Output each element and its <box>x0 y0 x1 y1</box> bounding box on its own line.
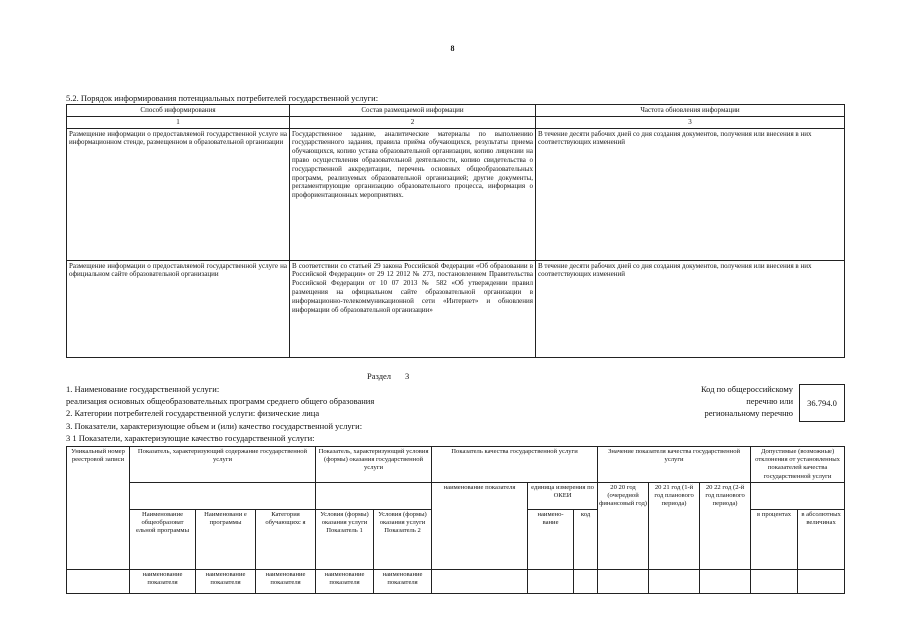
registry-code-box <box>799 384 845 422</box>
frequency-cell: В течение десяти рабочих дней со дня создания документов, получения или внесения в них соответствующих изменений <box>536 128 845 260</box>
header-year-1: 20 20 год (очередной финансовый год) <box>598 482 649 569</box>
registry-code: 36.794.0 <box>807 398 837 408</box>
section-number: 3 <box>405 371 410 381</box>
cell <box>432 569 528 593</box>
row-indicator-name: наименование показателя <box>196 569 256 593</box>
table-header-row <box>67 447 845 483</box>
row-indicator-name: наименование показателя <box>130 569 196 593</box>
indicators-heading: 3. Показатели, характеризующие объем и (или) качество государственной услуги: <box>66 421 363 431</box>
frequency-cell: В течение десяти рабочих дней со дня создания документов, получения или внесения в них соответствующих изменений <box>536 260 845 357</box>
consumer-categories: 2. Категории потребителей государственной услуги: физические лица <box>66 408 320 418</box>
page-number: 8 <box>450 44 455 53</box>
service-name-label: 1. Наименование государственной услуги: <box>66 384 220 394</box>
column-number: 2 <box>290 116 536 128</box>
service-name-value: реализация основных общеобразовательных программ среднего общего образования <box>66 396 375 406</box>
method-cell: Размещение информации о предоставляемой государственной услуге на информационном стенде, размещенном в образовательной организации <box>67 128 290 260</box>
code-label-line-2: перечню или <box>746 396 793 406</box>
cell <box>528 569 574 593</box>
section-label: Раздел <box>367 371 392 381</box>
header-content-indicator: Показатель, характеризующий содержание государственной услуги <box>130 447 316 483</box>
cell <box>574 569 598 593</box>
cell <box>798 569 845 593</box>
header-conditions-indicator: Показатель, характеризующий условия (формы) оказания государственной услуги <box>316 447 432 483</box>
header-quality-indicator: Показатель качества государственной услуги <box>432 447 598 483</box>
informing-table <box>66 104 845 358</box>
header-blank <box>67 509 130 569</box>
method-cell: Размещение информации о предоставляемой государственной услуге на официальном сайте образовательной организации <box>67 260 290 357</box>
header-blank <box>130 482 316 509</box>
row-indicator-name: наименование показателя <box>256 569 316 593</box>
subheader-program-name: Наименовани е программы <box>196 509 256 569</box>
cell <box>649 569 700 593</box>
table-header-row <box>67 105 845 117</box>
table-row <box>67 569 845 593</box>
header-indicator-values: Значение показателя качества государственной услуги <box>598 447 751 483</box>
cell <box>67 569 130 593</box>
content-cell: В соответствии со статьей 29 закона Российской Федерации «Об образовании в Российской Федерации» от 29 12 2012 № 273, постановлением Правительства Российской Федерации от 10 07 2013 № 582 «Об утверждении правил размещения на официальном сайте образовательной организации в информационно-телекоммуникационной сети «Интернет» и обновления информации об образовательной организации» <box>290 260 536 357</box>
cell <box>700 569 751 593</box>
column-header: Частота обновления информации <box>536 105 845 117</box>
header-blank <box>316 482 432 509</box>
column-number: 3 <box>536 116 845 128</box>
header-deviations: Допустимые (возможные) отклонения от установленных показателей качества государственной услуги <box>751 447 845 483</box>
subheader-unit-name: наимено- вание <box>528 509 574 569</box>
quality-indicators-heading: 3 1 Показатели, характеризующие качество государственной услуги: <box>66 433 315 443</box>
section-5-2-title: 5.2. Порядок информирования потенциальных потребителей государственной услуги: <box>66 93 379 103</box>
column-header: Способ информирования <box>67 105 290 117</box>
subheader-percent: в процентах <box>751 509 798 569</box>
quality-indicators-table <box>66 446 845 594</box>
subheader-condition-2: Условия (формы) оказания услуги Показатель 2 <box>374 509 432 569</box>
header-unique-number: Уникальный номер реестровой записи <box>67 447 130 510</box>
row-indicator-name: наименование показателя <box>316 569 374 593</box>
table-header-row <box>67 482 845 509</box>
header-year-2: 20 21 год (1-й год планового периода) <box>649 482 700 569</box>
subheader-unit-code: код <box>574 509 598 569</box>
table-row <box>67 128 845 260</box>
section-heading <box>367 371 409 381</box>
table-row <box>67 260 845 357</box>
header-unit: единица измерения по ОКЕИ <box>528 482 598 509</box>
column-number: 1 <box>67 116 290 128</box>
column-number-row <box>67 116 845 128</box>
subheader-condition-1: Условия (формы) оказания услуги Показатель 1 <box>316 509 374 569</box>
column-header: Состав размещаемой информации <box>290 105 536 117</box>
code-label-line-1: Код по общероссийскому <box>700 384 793 394</box>
row-indicator-name: наименование показателя <box>374 569 432 593</box>
header-year-3: 20 22 год (2-й год планового периода) <box>700 482 751 569</box>
subheader-program: Наименование общеобразоват ельной программы <box>130 509 196 569</box>
subheader-student-category: Категория обучающихс я <box>256 509 316 569</box>
content-cell: Государственное задание, аналитические материалы по выполнению государственного задания, правила приёма обучающихся, результаты приема обучающихся, копию устава образовательной организации, копию лицензии на право осуществления образовательной деятельности, копию свидетельства о государственной аккредитации, перечень основных общеобразовательных программ, реализуемых образовательной организацией; другие документы, регламентирующие организацию образовательного процесса, информация о профориентационных мероприятиях. <box>290 128 536 260</box>
header-indicator-name: наименование показателя <box>432 482 528 569</box>
code-label-line-3: региональному перечню <box>704 408 793 418</box>
cell <box>751 569 798 593</box>
header-blank <box>751 482 845 509</box>
cell <box>598 569 649 593</box>
subheader-absolute: в абсолютных величинах <box>798 509 845 569</box>
